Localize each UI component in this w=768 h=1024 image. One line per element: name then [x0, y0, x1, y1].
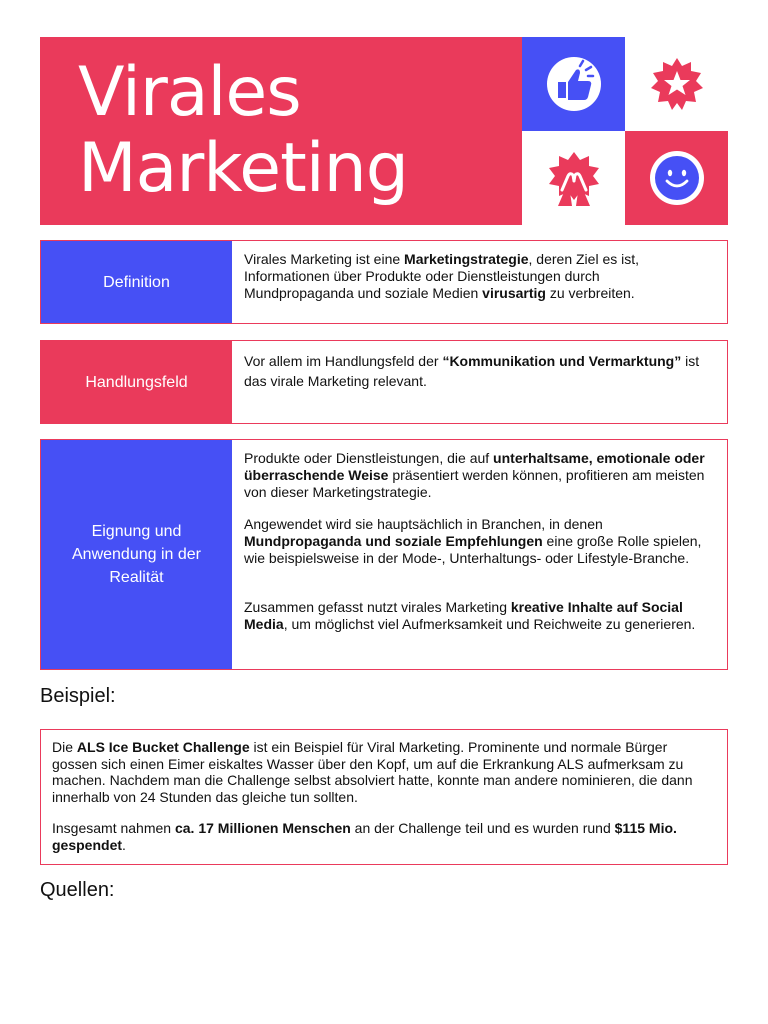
high-five-icon [542, 146, 606, 210]
definition-row [40, 240, 728, 324]
tile-thumbs-up [522, 37, 625, 131]
handlungsfeld-row [40, 340, 728, 424]
title-line-2: Marketing [78, 129, 408, 208]
tile-smiley [625, 131, 728, 225]
tile-high-five [522, 131, 625, 225]
page-title [78, 55, 408, 207]
thumbs-up-icon [544, 54, 604, 114]
beispiel-paragraph-1: Die ALS Ice Bucket Challenge ist ein Beispiel für Viral Marketing. Prominente und normale Bürger gossen sich einen Eimer eiskaltes Wasser über den Kopf, um auf die Erkrankung ALS aufmerksam zu machen. Nachdem man die Challenge selbst absolviert hatte, konnte man andere nominieren, die dann innerhalb von 24 Stunden das gleiche tun sollten. [52, 739, 693, 805]
eignung-paragraph-3: Zusammen gefasst nutzt virales Marketing kreative Inhalte auf Social Media, um möglichst viel Aufmerksamkeit und Reichweite zu generieren. [244, 599, 696, 632]
eignung-paragraph-1: Produkte oder Dienstleistungen, die auf unterhaltsame, emotionale oder überraschende Weise präsentiert werden können, profitieren am meisten von dieser Marketingstrategie. [244, 450, 705, 500]
eignung-label: Eignung und Anwendung in der Realität [41, 440, 232, 669]
header [40, 37, 728, 225]
beispiel-box [40, 729, 728, 865]
quellen-heading: Quellen: [40, 879, 115, 901]
star-badge-icon [649, 56, 705, 112]
tile-star-badge [625, 37, 728, 131]
handlungsfeld-label: Handlungsfeld [41, 341, 232, 423]
eignung-row [40, 439, 728, 670]
smiley-icon [649, 150, 705, 206]
handlungsfeld-text: Vor allem im Handlungsfeld der “Kommunikation und Vermarktung” ist das virale Marketing relevant. [244, 353, 700, 389]
beispiel-paragraph-2: Insgesamt nahmen ca. 17 Millionen Menschen an der Challenge teil und es wurden rund $115 Mio. gespendet. [52, 820, 677, 853]
eignung-paragraph-2: Angewendet wird sie hauptsächlich in Branchen, in denen Mundpropaganda und soziale Empfehlungen eine große Rolle spielen, wie beispielsweise in der Mode-, Unterhaltungs- oder Lifestyle-Branche. [244, 516, 702, 566]
beispiel-heading: Beispiel: [40, 685, 116, 707]
definition-text: Virales Marketing ist eine Marketingstrategie, deren Ziel es ist, Informationen über Produkte oder Dienstleistungen durch Mundpropaganda und soziale Medien virusartig zu verbreiten. [244, 251, 640, 301]
eignung-text [244, 450, 705, 633]
title-line-1: Virales [78, 53, 301, 132]
definition-label: Definition [41, 241, 232, 323]
title-block [40, 37, 522, 225]
